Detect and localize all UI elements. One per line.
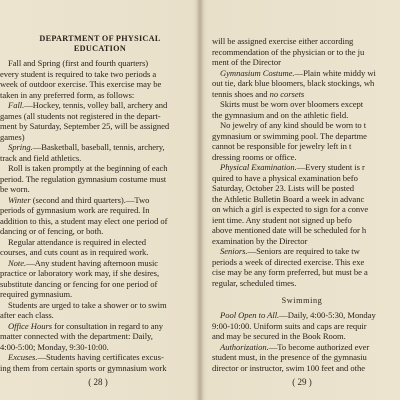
body-line bbox=[0, 352, 164, 362]
gymnasium-costume-label: Gymnasium Costume. bbox=[220, 67, 295, 78]
body-line bbox=[212, 310, 376, 320]
body-line: regular, scheduled times. bbox=[212, 277, 297, 288]
fall-text: —Hockey, tennis, volley ball, archery and bbox=[24, 100, 168, 110]
body-line bbox=[212, 246, 360, 256]
body-line: the gymnasium and on the athletic field. bbox=[212, 109, 349, 120]
body-line: director or instructor, swim 100 feet and othe bbox=[212, 362, 365, 373]
body-line: will be assigned exercise either according bbox=[212, 36, 354, 46]
right-page bbox=[204, 0, 400, 400]
spring-label: Spring. bbox=[8, 142, 33, 152]
body-line: cise may be any form preferred, but must be a bbox=[212, 267, 368, 277]
page-number-right: ( 29 ) bbox=[292, 377, 312, 387]
no-corsets-text: no corsets bbox=[269, 88, 305, 99]
body-line bbox=[0, 195, 149, 205]
body-line: the Athletic Bulletin Board a week in advanc bbox=[212, 193, 365, 204]
body-line: period. The regulation gymnasium costume must bbox=[0, 173, 167, 184]
body-line: and may be secured in the Book Room. bbox=[212, 331, 346, 341]
office-hours-text: for consultation in regard to any bbox=[52, 320, 163, 331]
office-hours-label: Office Hours bbox=[8, 320, 53, 331]
body-line: practice or laboratory work may, if she desires, bbox=[0, 268, 160, 278]
body-line: on which a girl is expected to sign for a conve bbox=[212, 204, 369, 214]
body-line: cannot be responsible for jewelry left in t bbox=[212, 141, 352, 151]
department-heading-line-1: DEPARTMENT OF PHYSICAL bbox=[39, 34, 161, 43]
body-line: substitute dancing or fencing for one period of bbox=[0, 278, 158, 289]
body-line: above mentioned date will be scheduled for h bbox=[212, 225, 367, 235]
body-line: No jewelry of any kind should be worn to t bbox=[220, 120, 367, 130]
body-line: Skirts must be worn over bloomers except bbox=[220, 99, 364, 109]
body-line: Fall and Spring (first and fourth quarters) bbox=[8, 58, 149, 68]
authorization-text: —To become authorized ever bbox=[268, 341, 370, 352]
seniors-text: —Seniors are required to take tw bbox=[247, 246, 360, 256]
body-line: addition to this, a student may elect one period of bbox=[0, 215, 168, 226]
body-line: matter connected with the department: Daily, bbox=[0, 331, 153, 341]
body-line bbox=[0, 100, 167, 110]
page-number-left: ( 28 ) bbox=[88, 377, 108, 387]
note-text: —Any student having afternoon music bbox=[26, 257, 159, 268]
body-line: gymnasium or swimming pool. The departme bbox=[212, 130, 367, 141]
body-line: games (all students not registered in the depart- bbox=[0, 110, 161, 121]
body-line: track and field athletics. bbox=[0, 152, 82, 163]
book-gutter bbox=[196, 0, 204, 400]
body-line bbox=[212, 162, 365, 172]
body-line: student must, in the presence of the gymnasiu bbox=[212, 352, 367, 362]
excuses-label: Excuses. bbox=[8, 352, 38, 362]
fall-label: Fall. bbox=[8, 100, 25, 110]
body-line: required gymnasium. bbox=[0, 289, 73, 299]
body-line: Saturday, October 23. Lists will be posted bbox=[212, 183, 354, 193]
body-line: periods of gymnasium work are required. In bbox=[0, 205, 150, 215]
body-line: dancing or of fencing, or both. bbox=[0, 226, 104, 236]
body-line: taken in any preferred form, as follows: bbox=[0, 89, 135, 100]
body-line: dressing rooms or office. bbox=[212, 151, 297, 162]
body-line bbox=[212, 342, 369, 352]
winter-text: (second and third quarters).—Two bbox=[30, 194, 150, 205]
body-line: after each class. bbox=[0, 310, 54, 320]
body-line: 4:00-5:00; Monday, 9:30-10:00. bbox=[0, 341, 109, 352]
body-line bbox=[212, 89, 304, 99]
excuses-text: —Students having certificates excus- bbox=[37, 352, 164, 362]
gymnasium-costume-text: —Plain white middy wi bbox=[294, 67, 376, 78]
body-line: out tie, dark blue bloomers, black stockings, wh bbox=[212, 78, 375, 88]
body-line: 9:00-10:00. Uniform suits and caps are requir bbox=[212, 320, 367, 331]
swimming-heading: Swimming bbox=[281, 296, 323, 305]
body-line bbox=[212, 68, 376, 78]
body-line bbox=[0, 258, 158, 268]
body-line: ing them from certain sports or gymnasium work bbox=[0, 362, 167, 373]
spring-text: —Basketball, baseball, tennis, archery, bbox=[32, 142, 165, 152]
body-line: examination by the Director bbox=[212, 235, 308, 246]
physical-examination-text: —Every student is r bbox=[296, 162, 365, 172]
body-line: ient time. Any student not signed up befo bbox=[212, 214, 352, 225]
body-line: every student is required to take two periods a bbox=[0, 68, 157, 79]
body-line bbox=[0, 321, 163, 331]
body-line: Regular attendance is required in elected bbox=[8, 236, 147, 247]
left-page bbox=[0, 0, 196, 400]
body-line: Students are urged to take a shower or to swim bbox=[8, 299, 167, 310]
pool-open-text: —Daily, 4:00-5:30, Monday bbox=[279, 310, 376, 320]
body-line: ment of the Director bbox=[212, 57, 281, 67]
winter-label: Winter bbox=[8, 194, 31, 205]
body-line: week of outdoor exercise. This exercise may be bbox=[0, 79, 162, 89]
body-line: be worn. bbox=[0, 184, 30, 194]
body-line: ment by Saturday, September 25, will be assigned bbox=[0, 121, 170, 131]
body-line: courses, and cuts count as in required work. bbox=[0, 247, 149, 257]
body-line: periods a week of directed exercise. This exe bbox=[212, 256, 365, 267]
department-heading-line-2: EDUCATION bbox=[73, 44, 127, 53]
seniors-label: Seniors. bbox=[220, 246, 248, 256]
pool-open-label: Pool Open to All. bbox=[220, 310, 280, 320]
body-line: recommendation of the physician or to the ju bbox=[212, 46, 365, 57]
physical-examination-label: Physical Examination. bbox=[220, 162, 297, 172]
body-line bbox=[0, 142, 165, 152]
authorization-label: Authorization. bbox=[220, 341, 269, 352]
body-line: games) bbox=[0, 131, 25, 142]
body-line: quired to have a physical examination befo bbox=[212, 172, 358, 183]
body-line: Roll is taken promptly at the beginning of each bbox=[8, 163, 168, 173]
note-label: Note. bbox=[8, 257, 27, 268]
tennis-shoes-text: tennis shoes and bbox=[212, 88, 270, 99]
